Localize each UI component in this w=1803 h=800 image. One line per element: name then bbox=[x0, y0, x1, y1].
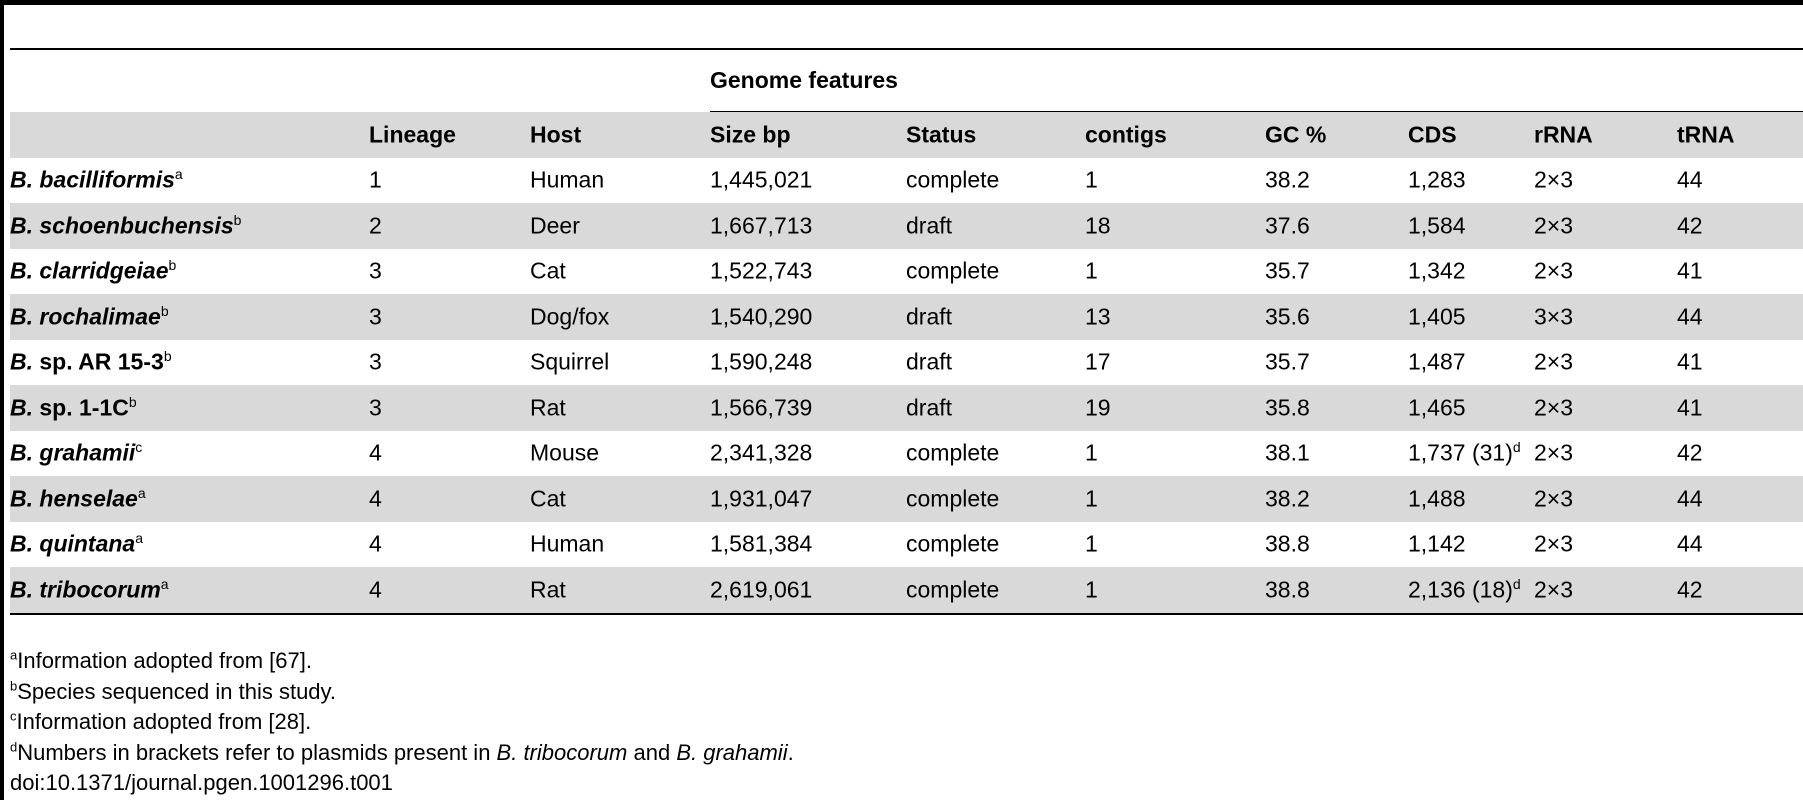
cell-status-value: complete bbox=[906, 257, 1000, 284]
cell-size-value: 1,667,713 bbox=[710, 212, 813, 239]
cell-species bbox=[10, 166, 183, 193]
cell-lineage-value: 3 bbox=[369, 394, 382, 421]
cell-contigs bbox=[1085, 439, 1098, 466]
cell-gc-value: 38.2 bbox=[1265, 166, 1310, 193]
cell-status-value: complete bbox=[906, 166, 1000, 193]
species-footnote-mark: b bbox=[168, 257, 177, 274]
species-epithet: bacilliformis bbox=[39, 166, 175, 193]
cell-rrna bbox=[1534, 439, 1574, 466]
cell-host bbox=[530, 305, 609, 328]
species-footnote-mark: c bbox=[135, 439, 143, 456]
cell-species bbox=[10, 575, 169, 603]
species-footnote-mark: a bbox=[174, 166, 183, 183]
cell-cds-value: 1,342 bbox=[1408, 257, 1466, 284]
footnotes bbox=[10, 646, 794, 799]
col-header-cds: CDS bbox=[1408, 121, 1457, 148]
cell-contigs-value: 19 bbox=[1085, 394, 1111, 421]
cell-status bbox=[906, 305, 952, 328]
cell-host bbox=[530, 578, 566, 601]
cell-status bbox=[906, 166, 1000, 193]
cell-contigs bbox=[1085, 530, 1098, 557]
cell-lineage bbox=[369, 396, 382, 419]
cell-host-value: Cat bbox=[530, 257, 566, 284]
cell-host-value: Human bbox=[530, 166, 605, 193]
cell-lineage-value: 4 bbox=[369, 576, 382, 603]
cell-gc-value: 38.2 bbox=[1265, 485, 1310, 512]
species-footnote-mark: a bbox=[135, 530, 144, 547]
cell-gc-value: 38.1 bbox=[1265, 439, 1310, 466]
cell-status bbox=[906, 487, 999, 510]
cell-rrna-value: 2×3 bbox=[1534, 166, 1574, 193]
cell-trna bbox=[1677, 348, 1703, 375]
cell-rrna-value: 2×3 bbox=[1534, 212, 1574, 239]
table-row bbox=[10, 158, 1803, 204]
cell-lineage-value: 4 bbox=[369, 439, 382, 466]
cell-cds-value: 1,487 bbox=[1408, 348, 1466, 375]
cell-contigs bbox=[1085, 305, 1111, 328]
species-epithet: henselae bbox=[39, 485, 138, 512]
cell-cds-value: 1,283 bbox=[1408, 166, 1466, 193]
cell-contigs-value: 1 bbox=[1085, 576, 1098, 603]
cell-species bbox=[10, 439, 143, 466]
cell-cds-value: 1,584 bbox=[1408, 212, 1466, 239]
cell-lineage-value: 3 bbox=[369, 257, 382, 284]
cell-trna bbox=[1677, 396, 1703, 419]
cell-trna-value: 44 bbox=[1677, 303, 1703, 330]
cell-rrna-value: 3×3 bbox=[1534, 303, 1574, 330]
cell-host-value: Cat bbox=[530, 485, 566, 512]
species-footnote-mark: a bbox=[160, 575, 169, 592]
cell-species bbox=[10, 484, 146, 512]
species-epithet: grahamii bbox=[39, 439, 136, 466]
cell-contigs-value: 1 bbox=[1085, 485, 1098, 512]
cell-contigs-value: 1 bbox=[1085, 166, 1098, 193]
cell-status bbox=[906, 214, 952, 237]
cell-host-value: Rat bbox=[530, 394, 566, 421]
cell-size bbox=[710, 578, 812, 601]
species-epithet: sp. 1-1C bbox=[39, 394, 129, 421]
cell-status-value: complete bbox=[906, 485, 1000, 512]
cell-size bbox=[710, 348, 813, 375]
cell-rrna bbox=[1534, 578, 1573, 601]
footnote-b-mark: b bbox=[10, 678, 18, 694]
cell-cds bbox=[1408, 487, 1466, 510]
cell-host-value: Human bbox=[530, 530, 605, 557]
cell-cds bbox=[1408, 575, 1521, 603]
species-epithet: tribocorum bbox=[39, 576, 161, 603]
cell-cds bbox=[1408, 166, 1466, 193]
footnote-d-text-3: . bbox=[787, 739, 794, 765]
cell-trna bbox=[1677, 530, 1703, 557]
cell-species bbox=[10, 302, 169, 330]
table-row bbox=[10, 249, 1803, 295]
cell-trna-value: 41 bbox=[1677, 348, 1703, 375]
cell-rrna-value: 2×3 bbox=[1534, 530, 1574, 557]
table-bottom-rule bbox=[10, 613, 1803, 615]
cell-lineage-value: 2 bbox=[369, 212, 382, 239]
footnote-b-text: Species sequenced in this study. bbox=[17, 678, 337, 704]
cell-host-value: Squirrel bbox=[530, 348, 610, 375]
cell-contigs bbox=[1085, 166, 1098, 193]
cell-species bbox=[10, 393, 137, 421]
col-header-size: Size bp bbox=[710, 121, 791, 148]
cell-gc bbox=[1265, 166, 1310, 193]
cell-contigs-value: 17 bbox=[1085, 348, 1111, 375]
cell-trna-value: 44 bbox=[1677, 166, 1703, 193]
cell-trna-value: 41 bbox=[1677, 257, 1703, 284]
cell-host-value: Deer bbox=[530, 212, 580, 239]
species-genus: B. bbox=[10, 485, 33, 512]
cell-host bbox=[530, 214, 580, 237]
cell-gc-value: 35.7 bbox=[1265, 348, 1310, 375]
cell-gc bbox=[1265, 439, 1310, 466]
species-genus: B. bbox=[10, 166, 33, 193]
cell-cds-value: 1,142 bbox=[1408, 530, 1466, 557]
footnote-d-text-2: and bbox=[627, 739, 677, 765]
species-genus: B. bbox=[10, 212, 33, 239]
cell-lineage bbox=[369, 305, 382, 328]
cell-lineage bbox=[369, 530, 382, 557]
cell-size bbox=[710, 439, 813, 466]
cell-trna bbox=[1677, 305, 1703, 328]
cell-host bbox=[530, 439, 600, 466]
cell-status bbox=[906, 530, 1000, 557]
cell-trna bbox=[1677, 578, 1703, 601]
table-row bbox=[10, 431, 1803, 477]
cell-cds bbox=[1408, 305, 1466, 328]
col-header-lineage: Lineage bbox=[369, 121, 456, 148]
cell-host bbox=[530, 396, 566, 419]
cell-size bbox=[710, 487, 812, 510]
cell-lineage bbox=[369, 578, 382, 601]
column-header-row bbox=[10, 112, 1803, 158]
cell-rrna-value: 2×3 bbox=[1534, 348, 1574, 375]
cell-rrna bbox=[1534, 348, 1574, 375]
table-row bbox=[10, 385, 1803, 431]
cell-gc-value: 38.8 bbox=[1265, 530, 1310, 557]
cell-status-value: complete bbox=[906, 576, 1000, 603]
cell-contigs bbox=[1085, 487, 1098, 510]
cell-status bbox=[906, 396, 952, 419]
group-header-label: Genome features bbox=[710, 67, 898, 93]
cell-status bbox=[906, 348, 953, 375]
col-header-rrna: rRNA bbox=[1534, 121, 1593, 148]
cell-size bbox=[710, 166, 813, 193]
cell-gc bbox=[1265, 305, 1310, 328]
cell-gc-value: 37.6 bbox=[1265, 212, 1310, 239]
cell-host-value: Rat bbox=[530, 576, 566, 603]
cell-gc bbox=[1265, 530, 1310, 557]
cell-gc-value: 35.6 bbox=[1265, 303, 1310, 330]
cell-rrna-value: 2×3 bbox=[1534, 394, 1574, 421]
cell-host bbox=[530, 487, 566, 510]
species-epithet: quintana bbox=[39, 530, 136, 557]
species-footnote-mark: b bbox=[128, 393, 137, 410]
cell-size-value: 1,581,384 bbox=[710, 530, 813, 557]
cell-trna-value: 44 bbox=[1677, 530, 1703, 557]
cell-species bbox=[10, 211, 242, 239]
footnote-a bbox=[10, 646, 794, 677]
cell-cds-value: 2,136 (18) bbox=[1408, 576, 1513, 603]
col-header-gc: GC % bbox=[1265, 121, 1327, 148]
cds-footnote-mark: d bbox=[1512, 575, 1521, 592]
cell-lineage bbox=[369, 166, 382, 193]
cell-status-value: draft bbox=[906, 212, 953, 239]
cell-size-value: 1,590,248 bbox=[710, 348, 813, 375]
species-genus: B. bbox=[10, 576, 33, 603]
cell-contigs-value: 1 bbox=[1085, 439, 1098, 466]
table-body bbox=[10, 158, 1803, 613]
species-genus: B. bbox=[10, 257, 33, 284]
cell-gc-value: 35.8 bbox=[1265, 394, 1310, 421]
table-row bbox=[10, 203, 1803, 249]
table-row bbox=[10, 294, 1803, 340]
cell-rrna-value: 2×3 bbox=[1534, 439, 1574, 466]
col-header-status: Status bbox=[906, 121, 977, 148]
cell-species bbox=[10, 348, 172, 375]
cell-gc bbox=[1265, 348, 1310, 375]
cell-cds bbox=[1408, 348, 1466, 375]
cell-cds bbox=[1408, 214, 1466, 237]
species-footnote-mark: b bbox=[163, 348, 172, 365]
cell-lineage bbox=[369, 214, 382, 237]
cell-rrna bbox=[1534, 487, 1573, 510]
cell-trna bbox=[1677, 166, 1703, 193]
doi-text: doi:10.1371/journal.pgen.1001296.t001 bbox=[10, 770, 393, 795]
cell-status-value: complete bbox=[906, 530, 1000, 557]
cell-contigs bbox=[1085, 214, 1111, 237]
cell-rrna bbox=[1534, 396, 1573, 419]
cell-contigs-value: 13 bbox=[1085, 303, 1111, 330]
cell-contigs bbox=[1085, 257, 1098, 284]
cell-trna-value: 42 bbox=[1677, 439, 1703, 466]
cell-contigs bbox=[1085, 348, 1111, 375]
cell-lineage-value: 1 bbox=[369, 166, 382, 193]
species-genus: B. bbox=[10, 439, 33, 466]
cell-trna-value: 42 bbox=[1677, 576, 1703, 603]
cell-gc bbox=[1265, 578, 1310, 601]
cell-trna bbox=[1677, 257, 1703, 284]
cell-trna-value: 41 bbox=[1677, 394, 1703, 421]
species-genus: B. bbox=[10, 530, 33, 557]
col-header-trna: tRNA bbox=[1677, 121, 1735, 148]
table-row bbox=[10, 340, 1803, 386]
cell-contigs bbox=[1085, 396, 1111, 419]
cell-size bbox=[710, 396, 812, 419]
cell-lineage bbox=[369, 487, 382, 510]
cell-rrna bbox=[1534, 530, 1574, 557]
table-row bbox=[10, 476, 1803, 522]
cell-rrna bbox=[1534, 305, 1573, 328]
species-footnote-mark: b bbox=[160, 302, 169, 319]
cell-lineage-value: 4 bbox=[369, 485, 382, 512]
cell-host bbox=[530, 348, 610, 375]
group-header-row bbox=[10, 50, 1803, 112]
cell-contigs bbox=[1085, 578, 1098, 601]
left-border bbox=[0, 0, 4, 800]
species-footnote-mark: a bbox=[137, 484, 146, 501]
top-border bbox=[0, 0, 1803, 5]
cell-host bbox=[530, 166, 605, 193]
cell-contigs-value: 1 bbox=[1085, 257, 1098, 284]
cell-trna bbox=[1677, 214, 1703, 237]
cell-rrna bbox=[1534, 257, 1574, 284]
species-epithet: schoenbuchensis bbox=[39, 212, 234, 239]
cell-rrna-value: 2×3 bbox=[1534, 485, 1574, 512]
cell-cds-value: 1,488 bbox=[1408, 485, 1466, 512]
cell-gc-value: 38.8 bbox=[1265, 576, 1310, 603]
table-row bbox=[10, 567, 1803, 613]
cell-lineage bbox=[369, 439, 382, 466]
cell-lineage-value: 3 bbox=[369, 348, 382, 375]
species-epithet: sp. AR 15-3 bbox=[39, 348, 164, 375]
species-genus: B. bbox=[10, 394, 33, 421]
cell-trna bbox=[1677, 487, 1703, 510]
footnote-d-mark: d bbox=[10, 739, 18, 755]
cell-size-value: 1,540,290 bbox=[710, 303, 813, 330]
cell-host-value: Mouse bbox=[530, 439, 600, 466]
footnote-d-species-1: B. tribocorum bbox=[496, 739, 628, 765]
cell-trna-value: 44 bbox=[1677, 485, 1703, 512]
cell-size-value: 2,341,328 bbox=[710, 439, 813, 466]
cell-cds bbox=[1408, 439, 1521, 466]
cell-gc bbox=[1265, 214, 1310, 237]
cell-species bbox=[10, 530, 144, 557]
footnote-d-text-1: Numbers in brackets refer to plasmids present in bbox=[17, 739, 497, 765]
cell-size-value: 1,522,743 bbox=[710, 257, 813, 284]
cell-size-value: 1,931,047 bbox=[710, 485, 813, 512]
genome-table bbox=[10, 48, 1803, 615]
cell-cds bbox=[1408, 257, 1466, 284]
cell-host-value: Dog/fox bbox=[530, 303, 610, 330]
cell-cds-value: 1,465 bbox=[1408, 394, 1466, 421]
species-epithet: clarridgeiae bbox=[39, 257, 169, 284]
cell-size-value: 1,566,739 bbox=[710, 394, 813, 421]
cell-host bbox=[530, 257, 566, 284]
cell-status bbox=[906, 578, 999, 601]
footnote-c-mark: c bbox=[10, 708, 17, 724]
cell-rrna bbox=[1534, 214, 1573, 237]
cell-size bbox=[710, 214, 812, 237]
cell-species bbox=[10, 257, 177, 284]
cell-cds-value: 1,737 (31) bbox=[1408, 439, 1513, 466]
footnote-a-mark: a bbox=[10, 647, 18, 663]
cell-gc-value: 35.7 bbox=[1265, 257, 1310, 284]
cell-contigs-value: 1 bbox=[1085, 530, 1098, 557]
footnote-a-text: Information adopted from [67]. bbox=[17, 648, 312, 673]
cell-lineage-value: 4 bbox=[369, 530, 382, 557]
col-header-host: Host bbox=[530, 121, 582, 148]
cell-host bbox=[530, 530, 605, 557]
cell-lineage bbox=[369, 348, 382, 375]
cell-cds bbox=[1408, 530, 1466, 557]
cell-status-value: complete bbox=[906, 439, 1000, 466]
footnote-c-text: Information adopted from [28]. bbox=[16, 709, 312, 734]
cell-status-value: draft bbox=[906, 303, 953, 330]
cell-gc bbox=[1265, 257, 1310, 284]
footnote-d-species-2: B. grahamii bbox=[676, 739, 788, 765]
cds-footnote-mark: d bbox=[1512, 439, 1521, 456]
cell-contigs-value: 18 bbox=[1085, 212, 1111, 239]
cell-size-value: 1,445,021 bbox=[710, 166, 813, 193]
cell-lineage-value: 3 bbox=[369, 303, 382, 330]
cell-status bbox=[906, 439, 1000, 466]
cell-gc bbox=[1265, 396, 1310, 419]
footnote-c bbox=[10, 707, 794, 738]
cell-cds bbox=[1408, 396, 1466, 419]
table-row bbox=[10, 522, 1803, 568]
col-header-contigs: contigs bbox=[1085, 121, 1167, 148]
cell-status-value: draft bbox=[906, 394, 953, 421]
species-footnote-mark: b bbox=[233, 211, 242, 228]
species-epithet: rochalimae bbox=[39, 303, 161, 330]
cell-size bbox=[710, 257, 813, 284]
cell-rrna bbox=[1534, 166, 1574, 193]
cell-cds-value: 1,405 bbox=[1408, 303, 1466, 330]
cell-rrna-value: 2×3 bbox=[1534, 576, 1574, 603]
footnote-b bbox=[10, 677, 794, 708]
species-genus: B. bbox=[10, 348, 33, 375]
cell-trna-value: 42 bbox=[1677, 212, 1703, 239]
cell-size bbox=[710, 530, 813, 557]
footnote-d bbox=[10, 738, 794, 769]
cell-gc bbox=[1265, 487, 1310, 510]
species-genus: B. bbox=[10, 303, 33, 330]
cell-rrna-value: 2×3 bbox=[1534, 257, 1574, 284]
cell-size-value: 2,619,061 bbox=[710, 576, 813, 603]
cell-lineage bbox=[369, 257, 382, 284]
cell-trna bbox=[1677, 439, 1703, 466]
cell-size bbox=[710, 305, 812, 328]
cell-status-value: draft bbox=[906, 348, 953, 375]
cell-status bbox=[906, 257, 1000, 284]
